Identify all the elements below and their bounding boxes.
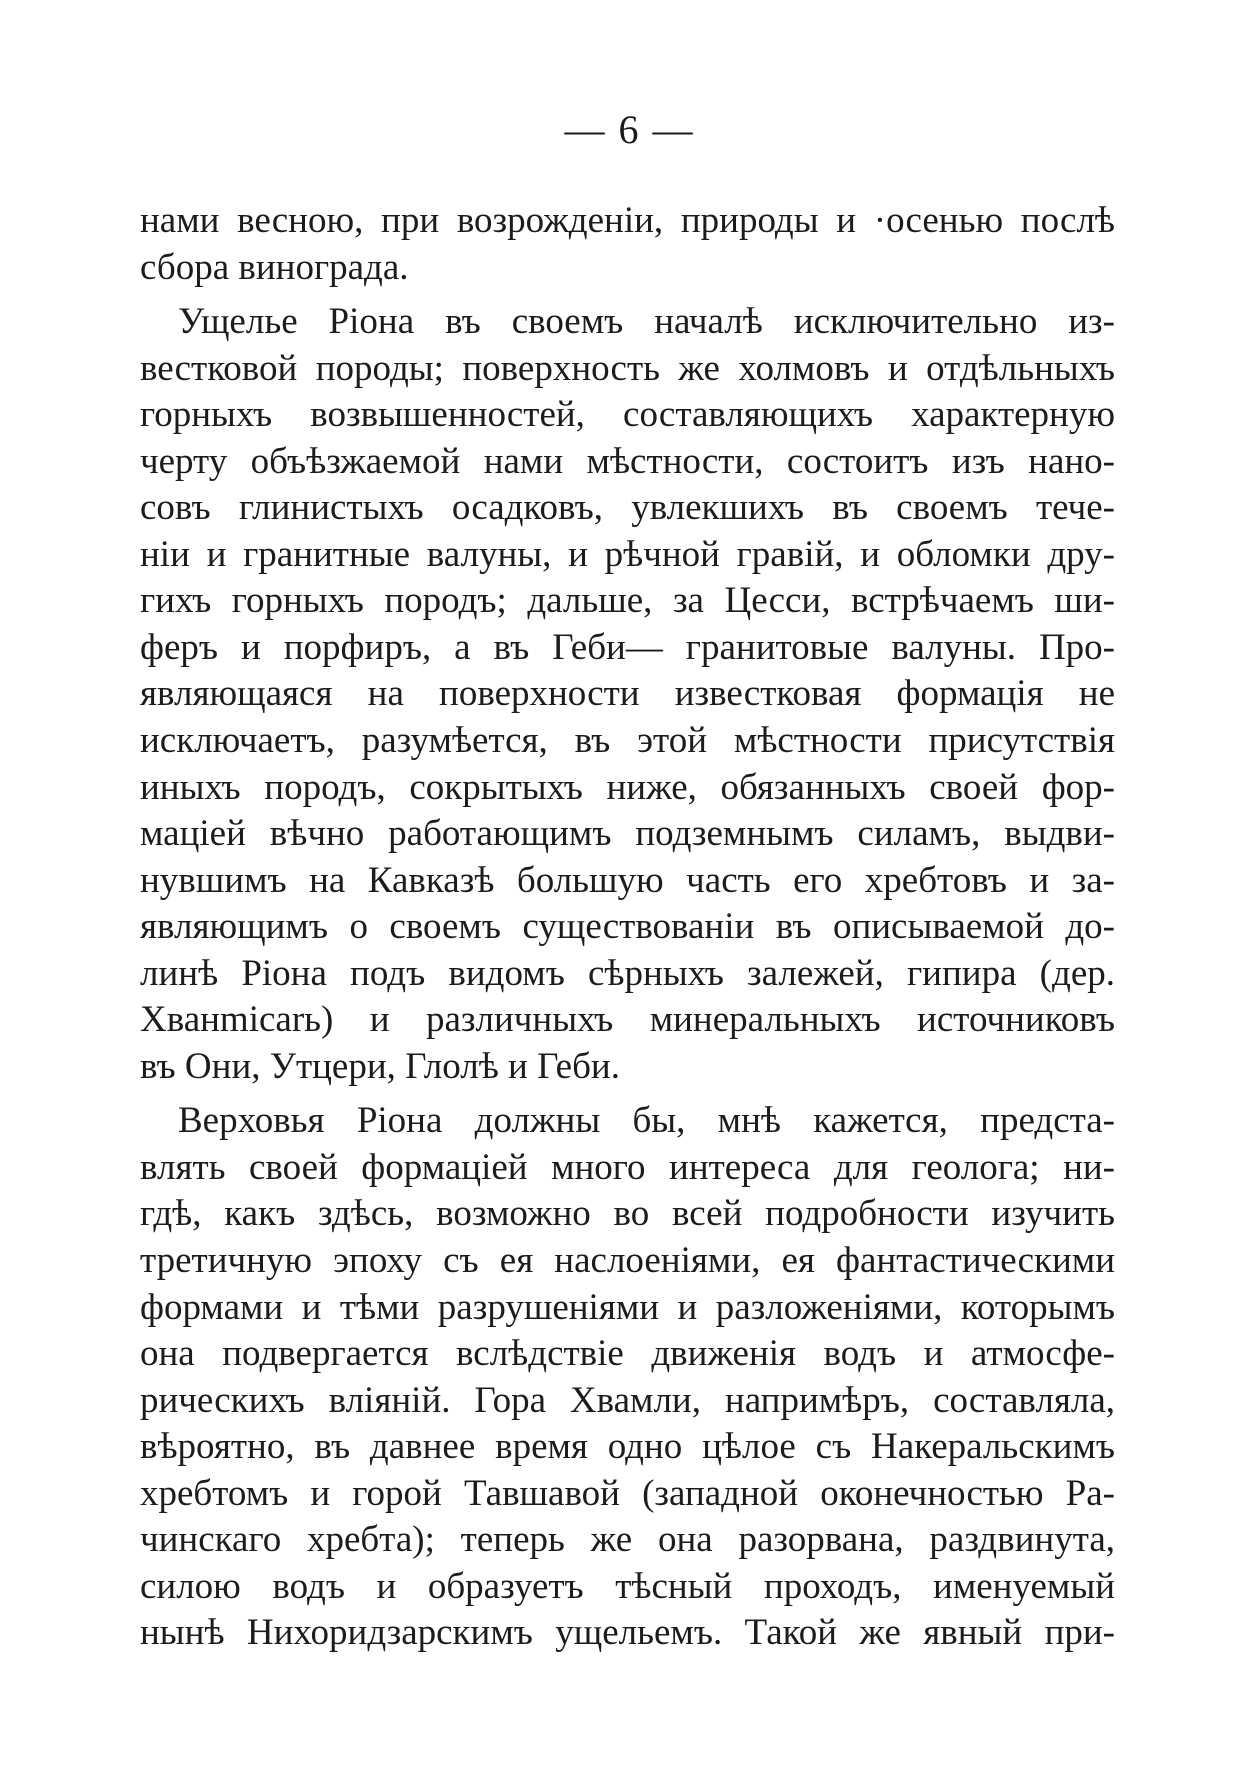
text-line: гдѣ, какъ здѣсь, возможно во всей подробности изучить	[140, 1193, 1115, 1235]
text-line: Верховья Ріона должны бы, мнѣ кажется, предста-	[178, 1100, 1115, 1142]
text-line: черту объѣзжаемой нами мѣстности, состоитъ изъ нано-	[140, 440, 1115, 482]
text-line: она подвергается вслѣдствіе движенія водъ и атмосфе-	[140, 1333, 1115, 1375]
text-line: являющаяся на поверхности известковая формація не	[140, 673, 1115, 715]
text-line: нами весною, при возрожденіи, природы и ·осенью послѣ	[140, 200, 1115, 241]
text-line: феръ и порфиръ, а въ Геби— гранитовые валуны. Про-	[140, 626, 1115, 668]
text-line: являющимъ о своемъ существованіи въ описываемой до-	[140, 906, 1115, 948]
text-line: рическихъ вліяній. Гора Хвамли, напримѣръ, составляла,	[140, 1379, 1115, 1421]
text-line: сбора винограда.	[140, 246, 409, 288]
text-line: маціей вѣчно работающимъ подземнымъ силамъ, выдви-	[140, 813, 1115, 855]
page-number: — 6 —	[564, 107, 695, 152]
text-line: Хванmicarь) и различныхъ минеральныхъ источниковъ	[140, 999, 1115, 1041]
text-line: нувшимъ на Кавказѣ большую часть его хребтовъ и за-	[140, 859, 1115, 901]
body-text	[140, 198, 1115, 1657]
text-line: исключаетъ, разумѣется, въ этой мѣстности присутствія	[140, 720, 1115, 762]
text-line: гихъ горныхъ породъ; дальше, за Цесси, встрѣчаемъ ши-	[140, 580, 1115, 622]
text-line: влять своей формаціей много интереса для геолога; ни-	[140, 1146, 1115, 1188]
text-line: силою водъ и образуетъ тѣсный проходъ, именуемый	[140, 1565, 1115, 1607]
text-line: ніи и гранитные валуны, и рѣчной гравій, и обломки дру-	[140, 533, 1115, 575]
text-line: третичную эпоху съ ея наслоеніями, ея фантастическими	[140, 1240, 1115, 1282]
text-line: горныхъ возвышенностей, составляющихъ характерную	[140, 394, 1115, 436]
text-line: формами и тѣми разрушеніями и разложеніями, которымъ	[140, 1286, 1115, 1328]
text-line: совъ глинистыхъ осадковъ, увлекшихъ въ своемъ тече-	[140, 487, 1115, 529]
paragraph-gap	[140, 1090, 1115, 1098]
text-line: нынѣ Нихоридзарскимъ ущельемъ. Такой же явный при-	[140, 1612, 1115, 1654]
paragraph-gap	[140, 291, 1115, 299]
text-line: въ Они, Утцери, Глолѣ и Геби.	[140, 1045, 620, 1087]
text-line: вестковой породы; поверхность же холмовъ и отдѣльныхъ	[140, 347, 1115, 389]
text-line: линѣ Ріона подъ видомъ сѣрныхъ залежей, гипира (дер.	[140, 952, 1115, 994]
text-line: чинскаго хребта); теперь же она разорвана, раздвинута,	[140, 1519, 1115, 1561]
text-line: хребтомъ и горой Тавшавой (западной оконечностью Ра-	[140, 1472, 1115, 1514]
text-line: вѣроятно, въ давнее время одно цѣлое съ Накеральскимъ	[140, 1426, 1115, 1468]
text-line: Ущелье Ріона въ своемъ началѣ исключительно из-	[178, 301, 1115, 343]
text-line: иныхъ породъ, сокрытыхъ ниже, обязанныхъ своей фор-	[140, 766, 1115, 808]
